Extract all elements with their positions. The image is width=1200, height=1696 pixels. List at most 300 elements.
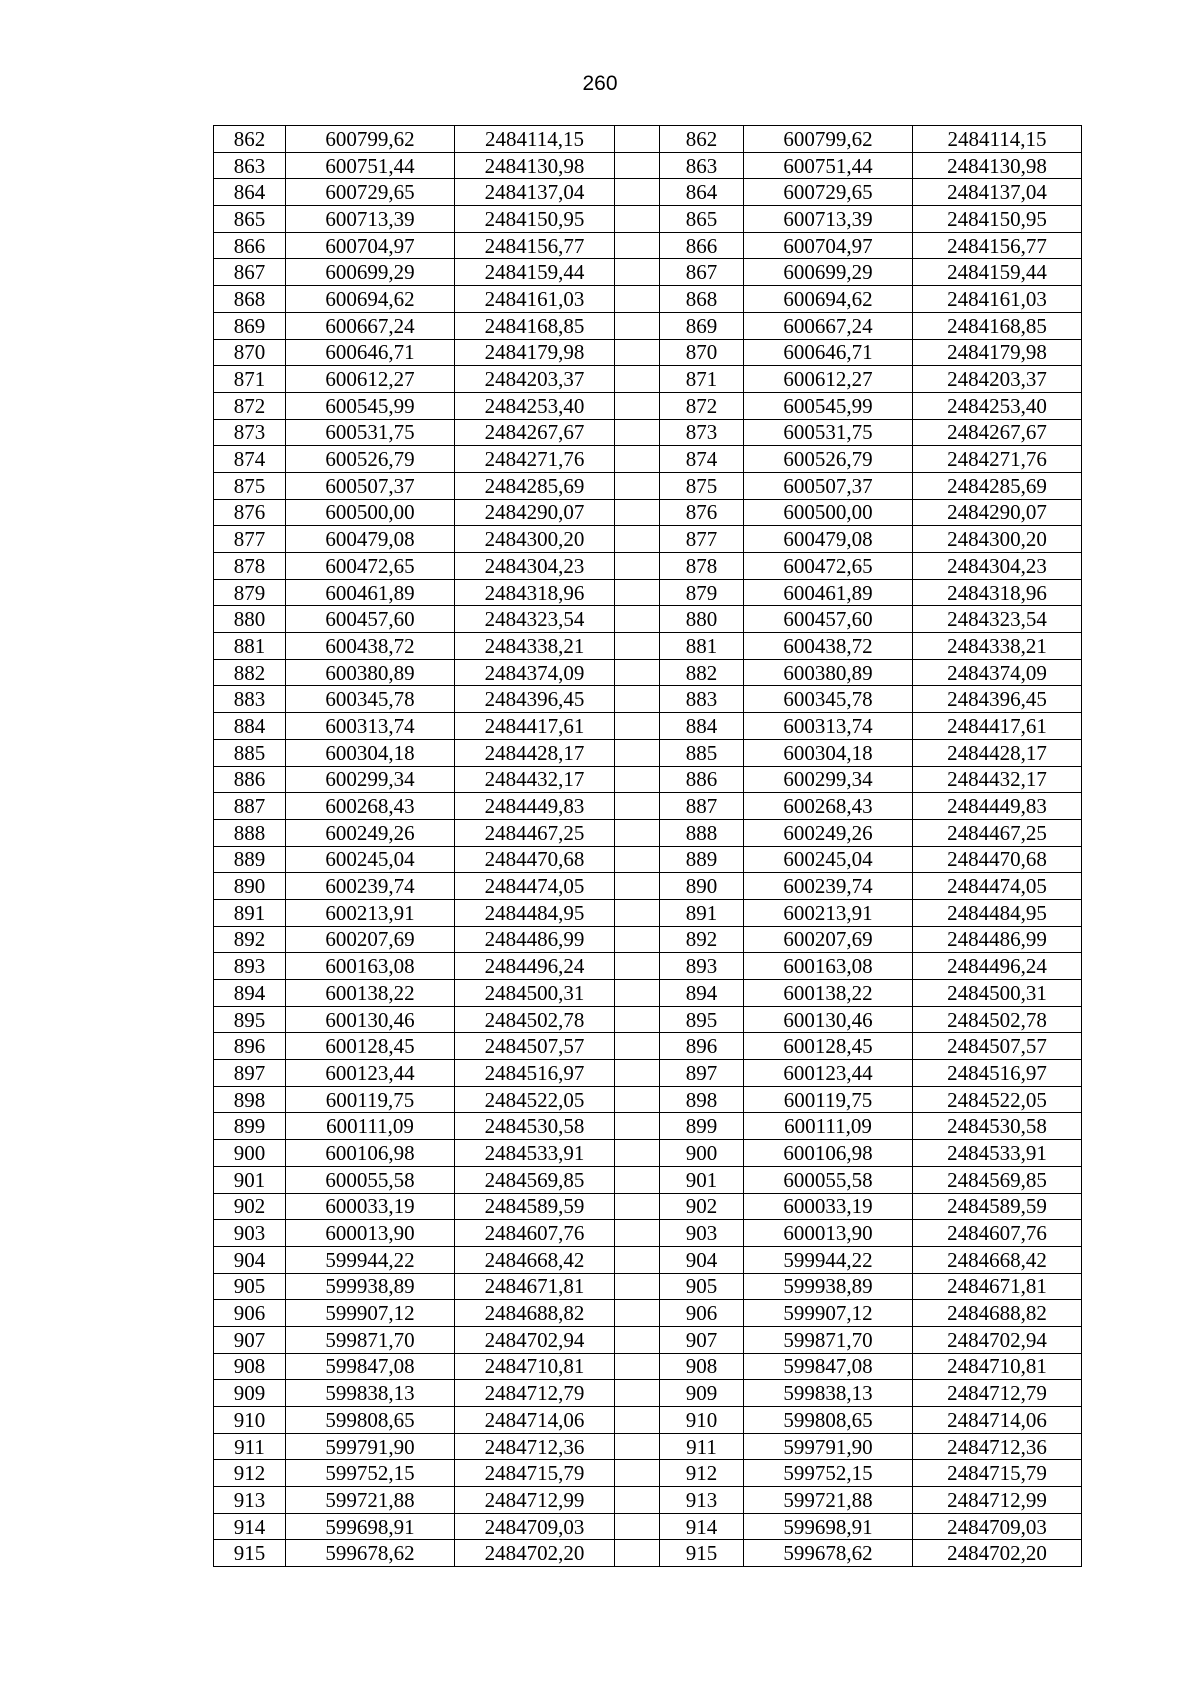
x-coordinate-cell-right: 600612,27 [744, 366, 913, 393]
x-coordinate-cell: 599938,89 [286, 1273, 455, 1300]
table-row [214, 126, 1082, 153]
x-coordinate-cell-right: 600123,44 [744, 1060, 913, 1087]
spacer-cell [615, 1326, 660, 1353]
x-coordinate-cell: 600239,74 [286, 873, 455, 900]
point-number-cell-right: 898 [660, 1086, 744, 1113]
table-row [214, 1487, 1082, 1514]
table-row [214, 312, 1082, 339]
x-coordinate-cell: 599847,08 [286, 1353, 455, 1380]
x-coordinate-cell: 600667,24 [286, 312, 455, 339]
point-number-cell-right: 865 [660, 206, 744, 233]
point-number-cell-right: 873 [660, 419, 744, 446]
x-coordinate-cell: 600507,37 [286, 472, 455, 499]
y-coordinate-cell-right: 2484417,61 [913, 713, 1082, 740]
y-coordinate-cell: 2484159,44 [455, 259, 615, 286]
point-number-cell-right: 874 [660, 446, 744, 473]
x-coordinate-cell: 600111,09 [286, 1113, 455, 1140]
table-row [214, 472, 1082, 499]
x-coordinate-cell: 600345,78 [286, 686, 455, 713]
spacer-cell [615, 819, 660, 846]
y-coordinate-cell: 2484470,68 [455, 846, 615, 873]
x-coordinate-cell: 600213,91 [286, 899, 455, 926]
spacer-cell [615, 339, 660, 366]
table-row [214, 232, 1082, 259]
x-coordinate-cell-right: 600694,62 [744, 286, 913, 313]
x-coordinate-cell-right: 600667,24 [744, 312, 913, 339]
point-number-cell-right: 875 [660, 472, 744, 499]
point-number-cell: 870 [214, 339, 286, 366]
table-row [214, 1166, 1082, 1193]
point-number-cell: 897 [214, 1060, 286, 1087]
x-coordinate-cell-right: 600507,37 [744, 472, 913, 499]
y-coordinate-cell: 2484300,20 [455, 526, 615, 553]
spacer-cell [615, 926, 660, 953]
point-number-cell-right: 912 [660, 1460, 744, 1487]
point-number-cell: 866 [214, 232, 286, 259]
y-coordinate-cell: 2484712,36 [455, 1433, 615, 1460]
spacer-cell [615, 739, 660, 766]
table-row [214, 152, 1082, 179]
x-coordinate-cell: 600526,79 [286, 446, 455, 473]
spacer-cell [615, 873, 660, 900]
y-coordinate-cell: 2484714,06 [455, 1407, 615, 1434]
spacer-cell [615, 419, 660, 446]
table-row [214, 1246, 1082, 1273]
table-row [214, 1460, 1082, 1487]
table-row [214, 633, 1082, 660]
point-number-cell-right: 906 [660, 1300, 744, 1327]
point-number-cell-right: 910 [660, 1407, 744, 1434]
x-coordinate-cell-right: 600138,22 [744, 980, 913, 1007]
y-coordinate-cell-right: 2484156,77 [913, 232, 1082, 259]
point-number-cell-right: 907 [660, 1326, 744, 1353]
x-coordinate-cell-right: 600013,90 [744, 1220, 913, 1247]
x-coordinate-cell: 600612,27 [286, 366, 455, 393]
y-coordinate-cell: 2484130,98 [455, 152, 615, 179]
x-coordinate-cell: 600106,98 [286, 1140, 455, 1167]
point-number-cell: 878 [214, 553, 286, 580]
x-coordinate-cell-right: 600249,26 [744, 819, 913, 846]
spacer-cell [615, 766, 660, 793]
spacer-cell [615, 553, 660, 580]
table-row [214, 1433, 1082, 1460]
x-coordinate-cell: 600123,44 [286, 1060, 455, 1087]
spacer-cell [615, 713, 660, 740]
x-coordinate-cell-right: 600545,99 [744, 392, 913, 419]
x-coordinate-cell-right: 600479,08 [744, 526, 913, 553]
x-coordinate-cell-right: 600055,58 [744, 1166, 913, 1193]
y-coordinate-cell-right: 2484702,20 [913, 1540, 1082, 1567]
x-coordinate-cell-right: 599791,90 [744, 1433, 913, 1460]
point-number-cell-right: 899 [660, 1113, 744, 1140]
x-coordinate-cell-right: 599944,22 [744, 1246, 913, 1273]
coordinates-table [213, 125, 1082, 1567]
x-coordinate-cell-right: 600268,43 [744, 793, 913, 820]
point-number-cell-right: 911 [660, 1433, 744, 1460]
x-coordinate-cell-right: 600799,62 [744, 126, 913, 153]
point-number-cell-right: 904 [660, 1246, 744, 1273]
point-number-cell: 871 [214, 366, 286, 393]
point-number-cell: 907 [214, 1326, 286, 1353]
point-number-cell: 863 [214, 152, 286, 179]
point-number-cell-right: 914 [660, 1513, 744, 1540]
x-coordinate-cell: 600799,62 [286, 126, 455, 153]
x-coordinate-cell-right: 600106,98 [744, 1140, 913, 1167]
table-row [214, 1380, 1082, 1407]
spacer-cell [615, 1460, 660, 1487]
spacer-cell [615, 1033, 660, 1060]
y-coordinate-cell-right: 2484374,09 [913, 659, 1082, 686]
x-coordinate-cell: 600500,00 [286, 499, 455, 526]
x-coordinate-cell: 599791,90 [286, 1433, 455, 1460]
x-coordinate-cell-right: 600699,29 [744, 259, 913, 286]
table-row [214, 1140, 1082, 1167]
x-coordinate-cell-right: 600751,44 [744, 152, 913, 179]
spacer-cell [615, 179, 660, 206]
point-number-cell-right: 895 [660, 1006, 744, 1033]
x-coordinate-cell: 599752,15 [286, 1460, 455, 1487]
spacer-cell [615, 392, 660, 419]
point-number-cell-right: 863 [660, 152, 744, 179]
x-coordinate-cell-right: 600111,09 [744, 1113, 913, 1140]
point-number-cell-right: 878 [660, 553, 744, 580]
point-number-cell: 892 [214, 926, 286, 953]
table-row [214, 446, 1082, 473]
table-row [214, 659, 1082, 686]
y-coordinate-cell-right: 2484712,99 [913, 1487, 1082, 1514]
table-row [214, 953, 1082, 980]
spacer-cell [615, 1300, 660, 1327]
y-coordinate-cell-right: 2484530,58 [913, 1113, 1082, 1140]
x-coordinate-cell: 600163,08 [286, 953, 455, 980]
y-coordinate-cell-right: 2484114,15 [913, 126, 1082, 153]
spacer-cell [615, 1487, 660, 1514]
spacer-cell [615, 1246, 660, 1273]
x-coordinate-cell: 600479,08 [286, 526, 455, 553]
y-coordinate-cell: 2484168,85 [455, 312, 615, 339]
point-number-cell-right: 876 [660, 499, 744, 526]
point-number-cell-right: 913 [660, 1487, 744, 1514]
y-coordinate-cell: 2484271,76 [455, 446, 615, 473]
table-row [214, 980, 1082, 1007]
y-coordinate-cell-right: 2484507,57 [913, 1033, 1082, 1060]
table-row [214, 899, 1082, 926]
y-coordinate-cell-right: 2484300,20 [913, 526, 1082, 553]
spacer-cell [615, 899, 660, 926]
y-coordinate-cell: 2484712,99 [455, 1487, 615, 1514]
point-number-cell: 865 [214, 206, 286, 233]
spacer-cell [615, 286, 660, 313]
x-coordinate-cell-right: 599847,08 [744, 1353, 913, 1380]
x-coordinate-cell: 600438,72 [286, 633, 455, 660]
table-row [214, 1300, 1082, 1327]
point-number-cell-right: 866 [660, 232, 744, 259]
table-row [214, 499, 1082, 526]
y-coordinate-cell: 2484607,76 [455, 1220, 615, 1247]
y-coordinate-cell: 2484417,61 [455, 713, 615, 740]
point-number-cell: 883 [214, 686, 286, 713]
x-coordinate-cell-right: 600033,19 [744, 1193, 913, 1220]
y-coordinate-cell: 2484710,81 [455, 1353, 615, 1380]
spacer-cell [615, 579, 660, 606]
y-coordinate-cell: 2484428,17 [455, 739, 615, 766]
point-number-cell: 862 [214, 126, 286, 153]
y-coordinate-cell: 2484522,05 [455, 1086, 615, 1113]
y-coordinate-cell-right: 2484179,98 [913, 339, 1082, 366]
point-number-cell: 914 [214, 1513, 286, 1540]
point-number-cell-right: 879 [660, 579, 744, 606]
point-number-cell: 869 [214, 312, 286, 339]
point-number-cell-right: 877 [660, 526, 744, 553]
x-coordinate-cell: 599871,70 [286, 1326, 455, 1353]
table-row [214, 793, 1082, 820]
x-coordinate-cell-right: 599752,15 [744, 1460, 913, 1487]
point-number-cell-right: 896 [660, 1033, 744, 1060]
y-coordinate-cell: 2484150,95 [455, 206, 615, 233]
point-number-cell-right: 862 [660, 126, 744, 153]
point-number-cell: 887 [214, 793, 286, 820]
spacer-cell [615, 232, 660, 259]
point-number-cell-right: 867 [660, 259, 744, 286]
x-coordinate-cell: 600055,58 [286, 1166, 455, 1193]
spacer-cell [615, 1166, 660, 1193]
y-coordinate-cell: 2484671,81 [455, 1273, 615, 1300]
y-coordinate-cell-right: 2484484,95 [913, 899, 1082, 926]
spacer-cell [615, 1433, 660, 1460]
y-coordinate-cell: 2484502,78 [455, 1006, 615, 1033]
y-coordinate-cell: 2484179,98 [455, 339, 615, 366]
y-coordinate-cell-right: 2484533,91 [913, 1140, 1082, 1167]
y-coordinate-cell-right: 2484449,83 [913, 793, 1082, 820]
x-coordinate-cell: 600699,29 [286, 259, 455, 286]
x-coordinate-cell: 600128,45 [286, 1033, 455, 1060]
point-number-cell: 879 [214, 579, 286, 606]
point-number-cell: 909 [214, 1380, 286, 1407]
spacer-cell [615, 1540, 660, 1567]
point-number-cell-right: 888 [660, 819, 744, 846]
point-number-cell: 884 [214, 713, 286, 740]
point-number-cell-right: 869 [660, 312, 744, 339]
table-row [214, 553, 1082, 580]
spacer-cell [615, 312, 660, 339]
point-number-cell: 873 [214, 419, 286, 446]
x-coordinate-cell-right: 600646,71 [744, 339, 913, 366]
point-number-cell: 905 [214, 1273, 286, 1300]
y-coordinate-cell-right: 2484267,67 [913, 419, 1082, 446]
y-coordinate-cell-right: 2484474,05 [913, 873, 1082, 900]
spacer-cell [615, 1193, 660, 1220]
y-coordinate-cell-right: 2484470,68 [913, 846, 1082, 873]
table-row [214, 206, 1082, 233]
point-number-cell: 864 [214, 179, 286, 206]
table-row [214, 1273, 1082, 1300]
y-coordinate-cell-right: 2484712,36 [913, 1433, 1082, 1460]
spacer-cell [615, 659, 660, 686]
spacer-cell [615, 1273, 660, 1300]
y-coordinate-cell: 2484715,79 [455, 1460, 615, 1487]
x-coordinate-cell: 600033,19 [286, 1193, 455, 1220]
y-coordinate-cell-right: 2484318,96 [913, 579, 1082, 606]
y-coordinate-cell-right: 2484714,06 [913, 1407, 1082, 1434]
point-number-cell: 901 [214, 1166, 286, 1193]
y-coordinate-cell: 2484709,03 [455, 1513, 615, 1540]
spacer-cell [615, 1006, 660, 1033]
y-coordinate-cell-right: 2484150,95 [913, 206, 1082, 233]
x-coordinate-cell-right: 600130,46 [744, 1006, 913, 1033]
point-number-cell-right: 915 [660, 1540, 744, 1567]
point-number-cell: 888 [214, 819, 286, 846]
point-number-cell: 915 [214, 1540, 286, 1567]
x-coordinate-cell: 600268,43 [286, 793, 455, 820]
y-coordinate-cell-right: 2484304,23 [913, 553, 1082, 580]
point-number-cell-right: 870 [660, 339, 744, 366]
spacer-cell [615, 686, 660, 713]
point-number-cell: 886 [214, 766, 286, 793]
x-coordinate-cell-right: 600457,60 [744, 606, 913, 633]
spacer-cell [615, 1086, 660, 1113]
y-coordinate-cell-right: 2484290,07 [913, 499, 1082, 526]
table-row [214, 1540, 1082, 1567]
x-coordinate-cell: 600013,90 [286, 1220, 455, 1247]
y-coordinate-cell: 2484569,85 [455, 1166, 615, 1193]
spacer-cell [615, 606, 660, 633]
point-number-cell: 874 [214, 446, 286, 473]
y-coordinate-cell: 2484253,40 [455, 392, 615, 419]
y-coordinate-cell: 2484702,94 [455, 1326, 615, 1353]
y-coordinate-cell: 2484474,05 [455, 873, 615, 900]
point-number-cell-right: 868 [660, 286, 744, 313]
point-number-cell-right: 893 [660, 953, 744, 980]
x-coordinate-cell-right: 600500,00 [744, 499, 913, 526]
y-coordinate-cell-right: 2484715,79 [913, 1460, 1082, 1487]
x-coordinate-cell-right: 600245,04 [744, 846, 913, 873]
table-row [214, 766, 1082, 793]
point-number-cell: 900 [214, 1140, 286, 1167]
table-row [214, 713, 1082, 740]
x-coordinate-cell: 599678,62 [286, 1540, 455, 1567]
table-row [214, 286, 1082, 313]
x-coordinate-cell: 599808,65 [286, 1407, 455, 1434]
x-coordinate-cell: 600461,89 [286, 579, 455, 606]
y-coordinate-cell: 2484285,69 [455, 472, 615, 499]
y-coordinate-cell-right: 2484516,97 [913, 1060, 1082, 1087]
spacer-cell [615, 1140, 660, 1167]
y-coordinate-cell: 2484467,25 [455, 819, 615, 846]
spacer-cell [615, 846, 660, 873]
point-number-cell-right: 886 [660, 766, 744, 793]
x-coordinate-cell: 600249,26 [286, 819, 455, 846]
point-number-cell: 912 [214, 1460, 286, 1487]
x-coordinate-cell-right: 600304,18 [744, 739, 913, 766]
y-coordinate-cell-right: 2484285,69 [913, 472, 1082, 499]
x-coordinate-cell-right: 599808,65 [744, 1407, 913, 1434]
y-coordinate-cell-right: 2484428,17 [913, 739, 1082, 766]
spacer-cell [615, 499, 660, 526]
x-coordinate-cell: 600457,60 [286, 606, 455, 633]
page-number: 260 [582, 72, 618, 95]
y-coordinate-cell-right: 2484522,05 [913, 1086, 1082, 1113]
y-coordinate-cell-right: 2484137,04 [913, 179, 1082, 206]
point-number-cell: 913 [214, 1487, 286, 1514]
spacer-cell [615, 1513, 660, 1540]
table-row [214, 1407, 1082, 1434]
spacer-cell [615, 1113, 660, 1140]
x-coordinate-cell-right: 600119,75 [744, 1086, 913, 1113]
y-coordinate-cell: 2484712,79 [455, 1380, 615, 1407]
y-coordinate-cell: 2484496,24 [455, 953, 615, 980]
x-coordinate-cell: 600751,44 [286, 152, 455, 179]
point-number-cell: 881 [214, 633, 286, 660]
x-coordinate-cell-right: 600213,91 [744, 899, 913, 926]
point-number-cell: 891 [214, 899, 286, 926]
point-number-cell: 882 [214, 659, 286, 686]
spacer-cell [615, 446, 660, 473]
y-coordinate-cell-right: 2484168,85 [913, 312, 1082, 339]
point-number-cell: 898 [214, 1086, 286, 1113]
y-coordinate-cell-right: 2484467,25 [913, 819, 1082, 846]
x-coordinate-cell-right: 600163,08 [744, 953, 913, 980]
spacer-cell [615, 1060, 660, 1087]
table-row [214, 926, 1082, 953]
table-row [214, 1193, 1082, 1220]
point-number-cell-right: 902 [660, 1193, 744, 1220]
point-number-cell-right: 872 [660, 392, 744, 419]
y-coordinate-cell-right: 2484589,59 [913, 1193, 1082, 1220]
y-coordinate-cell-right: 2484668,42 [913, 1246, 1082, 1273]
point-number-cell: 877 [214, 526, 286, 553]
point-number-cell: 893 [214, 953, 286, 980]
x-coordinate-cell: 600299,34 [286, 766, 455, 793]
point-number-cell-right: 883 [660, 686, 744, 713]
y-coordinate-cell: 2484290,07 [455, 499, 615, 526]
x-coordinate-cell-right: 600531,75 [744, 419, 913, 446]
x-coordinate-cell: 600713,39 [286, 206, 455, 233]
x-coordinate-cell-right: 600526,79 [744, 446, 913, 473]
x-coordinate-cell-right: 599907,12 [744, 1300, 913, 1327]
x-coordinate-cell-right: 599698,91 [744, 1513, 913, 1540]
point-number-cell-right: 871 [660, 366, 744, 393]
table-row [214, 579, 1082, 606]
point-number-cell: 889 [214, 846, 286, 873]
y-coordinate-cell-right: 2484486,99 [913, 926, 1082, 953]
table-row [214, 1033, 1082, 1060]
y-coordinate-cell: 2484668,42 [455, 1246, 615, 1273]
y-coordinate-cell-right: 2484396,45 [913, 686, 1082, 713]
point-number-cell: 868 [214, 286, 286, 313]
x-coordinate-cell-right: 600313,74 [744, 713, 913, 740]
y-coordinate-cell-right: 2484338,21 [913, 633, 1082, 660]
x-coordinate-cell-right: 599838,13 [744, 1380, 913, 1407]
x-coordinate-cell: 600138,22 [286, 980, 455, 1007]
table-row [214, 339, 1082, 366]
point-number-cell-right: 884 [660, 713, 744, 740]
x-coordinate-cell: 600704,97 [286, 232, 455, 259]
point-number-cell: 910 [214, 1407, 286, 1434]
table-row [214, 1006, 1082, 1033]
point-number-cell-right: 885 [660, 739, 744, 766]
y-coordinate-cell-right: 2484496,24 [913, 953, 1082, 980]
spacer-cell [615, 472, 660, 499]
table-row [214, 1060, 1082, 1087]
spacer-cell [615, 1353, 660, 1380]
y-coordinate-cell: 2484304,23 [455, 553, 615, 580]
point-number-cell-right: 905 [660, 1273, 744, 1300]
y-coordinate-cell: 2484530,58 [455, 1113, 615, 1140]
x-coordinate-cell-right: 600207,69 [744, 926, 913, 953]
table-row [214, 819, 1082, 846]
y-coordinate-cell: 2484688,82 [455, 1300, 615, 1327]
x-coordinate-cell-right: 600472,65 [744, 553, 913, 580]
